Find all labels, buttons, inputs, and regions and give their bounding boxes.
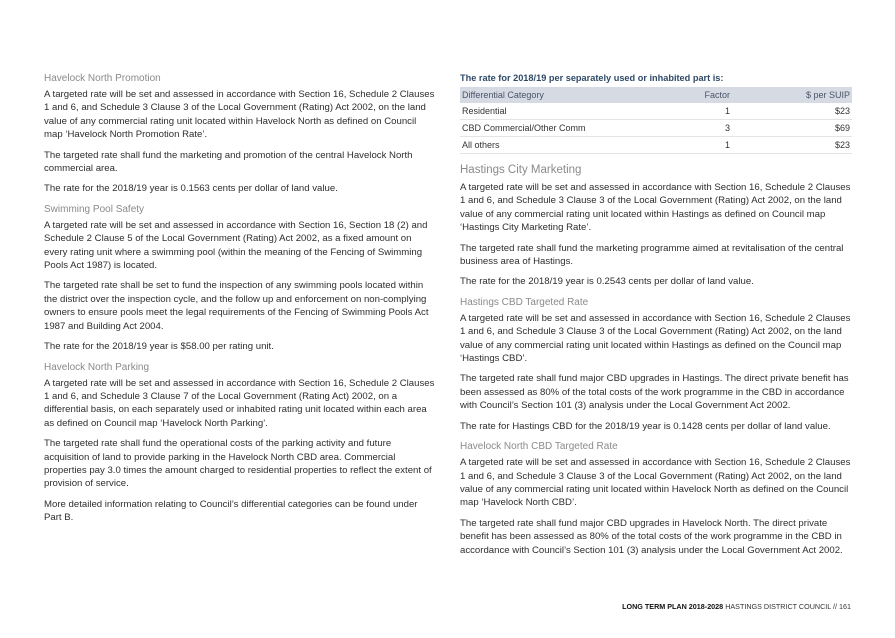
table-cell: 1	[668, 137, 738, 154]
table-cell: Residential	[460, 103, 668, 120]
paragraph: The rate for the 2018/19 year is 0.2543 cents per dollar of land value.	[460, 276, 754, 288]
paragraph: The targeted rate shall fund major CBD upgrades in Hastings. The direct private benefit has been assessed as 80% of the total costs of the work programme in the CBD in accordance with Council’s Section 101 (3) analysis under the Local Government Act 2002.	[460, 373, 849, 412]
paragraph: The targeted rate shall be set to fund the inspection of any swimming pools located within the district over the inspection cycle, and the follow up and enforcement on non-complying owners to ensure pools meet the legal requirements of the Fencing of Swimming Pools Act 1987 and Building Act 2004.	[44, 280, 429, 332]
table-cell: $23	[738, 137, 852, 154]
paragraph: The targeted rate shall fund the marketing and promotion of the central Havelock North commercial area.	[44, 149, 413, 175]
left-column	[44, 72, 437, 532]
table-title: The rate for 2018/19 per separately used or inhabited part is:	[460, 73, 724, 83]
table-header: Differential Category	[460, 87, 668, 103]
table-header: Factor	[668, 87, 738, 103]
table-cell: CBD Commercial/Other Comm	[460, 120, 668, 137]
table-row	[460, 137, 852, 154]
paragraph: The targeted rate shall fund the operational costs of the parking activity and future acquisition of land to provide parking in the Havelock North CBD area. Commercial properties pay 3.0 times the amount charged to residential properties to reflect the extent of provision of service.	[44, 438, 432, 490]
section-heading: Havelock North CBD Targeted Rate	[460, 441, 618, 453]
table-header: $ per SUIP	[738, 87, 852, 103]
table-cell: 3	[668, 120, 738, 137]
paragraph: More detailed information relating to Council’s differential categories can be found under Part B.	[44, 498, 418, 524]
section-heading: Havelock North Promotion	[44, 73, 161, 84]
paragraph: A targeted rate will be set and assessed in accordance with Section 16, Schedule 2 Clauses 1 and 6, and Schedule 3 Clause 3 of the Local Government (Rating) Act 2002, on the land value of any commercial rating unit located within Hastings as defined on the Council map ‘Hastings CBD’.	[460, 312, 851, 365]
table-cell: $69	[738, 120, 852, 137]
table-cell: 1	[668, 103, 738, 120]
section-heading: Havelock North Parking	[44, 361, 150, 373]
paragraph: The targeted rate shall fund the marketing programme aimed at revitalisation of the central business area of Hastings.	[460, 242, 844, 268]
footer-plan-title: LONG TERM PLAN 2018-2028	[622, 602, 724, 611]
paragraph: A targeted rate will be set and assessed in accordance with Section 16, Section 18 (2) and Schedule 2 Clause 5 of the Local Government (Rating) Act 2002, as a fixed amount on every rating unit where a swimming pool (within the meaning of the Fencing of Swimming Pools Act 1987) is located.	[44, 219, 428, 272]
paragraph: A targeted rate will be set and assessed in accordance with Section 16, Schedule 2 Clauses 1 and 6, and Schedule 3 Clause 3 of the Local Government (Rating) Act 2002, on the land value of any commercial rating unit located within Havelock North as defined on the Council map ‘Havelock North CBD’.	[460, 457, 851, 509]
section-heading: Hastings City Marketing	[460, 164, 582, 176]
paragraph: A targeted rate will be set and assessed in accordance with Section 16, Schedule 2 Clauses 1 and 6, and Schedule 3 Clause 7 of the Local Government (Rating Act) 2002, on a differential basis, on each separately used or inhabited rating unit located within each area as defined on Council map ‘Havelock North Parking’.	[44, 377, 435, 429]
paragraph: The rate for Hastings CBD for the 2018/19 year is 0.1428 cents per dollar of land value.	[460, 420, 831, 432]
footer-organisation-page: HASTINGS DISTRICT COUNCIL // 161	[725, 602, 851, 611]
page-footer	[622, 602, 851, 611]
right-column	[460, 72, 852, 564]
paragraph: The rate for the 2018/19 year is $58.00 per rating unit.	[44, 341, 274, 353]
table-row	[460, 120, 852, 137]
paragraph: The targeted rate shall fund major CBD upgrades in Havelock North. The direct private benefit has been assessed as 80% of the total costs of the work programme in the CBD in accordance with Council’s Section 101 (3) analysis under the Local Government Act 2002.	[460, 517, 843, 556]
differential-table	[460, 87, 852, 154]
table-row	[460, 103, 852, 120]
paragraph: A targeted rate will be set and assessed in accordance with Section 16, Schedule 2 Clauses 1 and 6, and Schedule 3 Clause 3 of the Local Government (Rating) Act 2002, on the land value of any commercial rating unit located within Hastings as defined on Council map ‘Hastings City Marketing Rate’.	[460, 182, 851, 234]
paragraph: The rate for the 2018/19 year is 0.1563 cents per dollar of land value.	[44, 183, 338, 195]
table-cell: $23	[738, 103, 852, 120]
table-header-row	[460, 87, 852, 103]
section-heading: Hastings CBD Targeted Rate	[460, 296, 589, 308]
paragraph: A targeted rate will be set and assessed in accordance with Section 16, Schedule 2 Clauses 1 and 6, and Schedule 3 Clause 3 of the Local Government (Rating) Act 2002, on the land value of any commercial rating unit located within Havelock North as defined on Council map ‘Havelock North Promotion Rate’.	[44, 89, 435, 141]
section-heading: Swimming Pool Safety	[44, 203, 145, 215]
table-cell: All others	[460, 137, 668, 154]
